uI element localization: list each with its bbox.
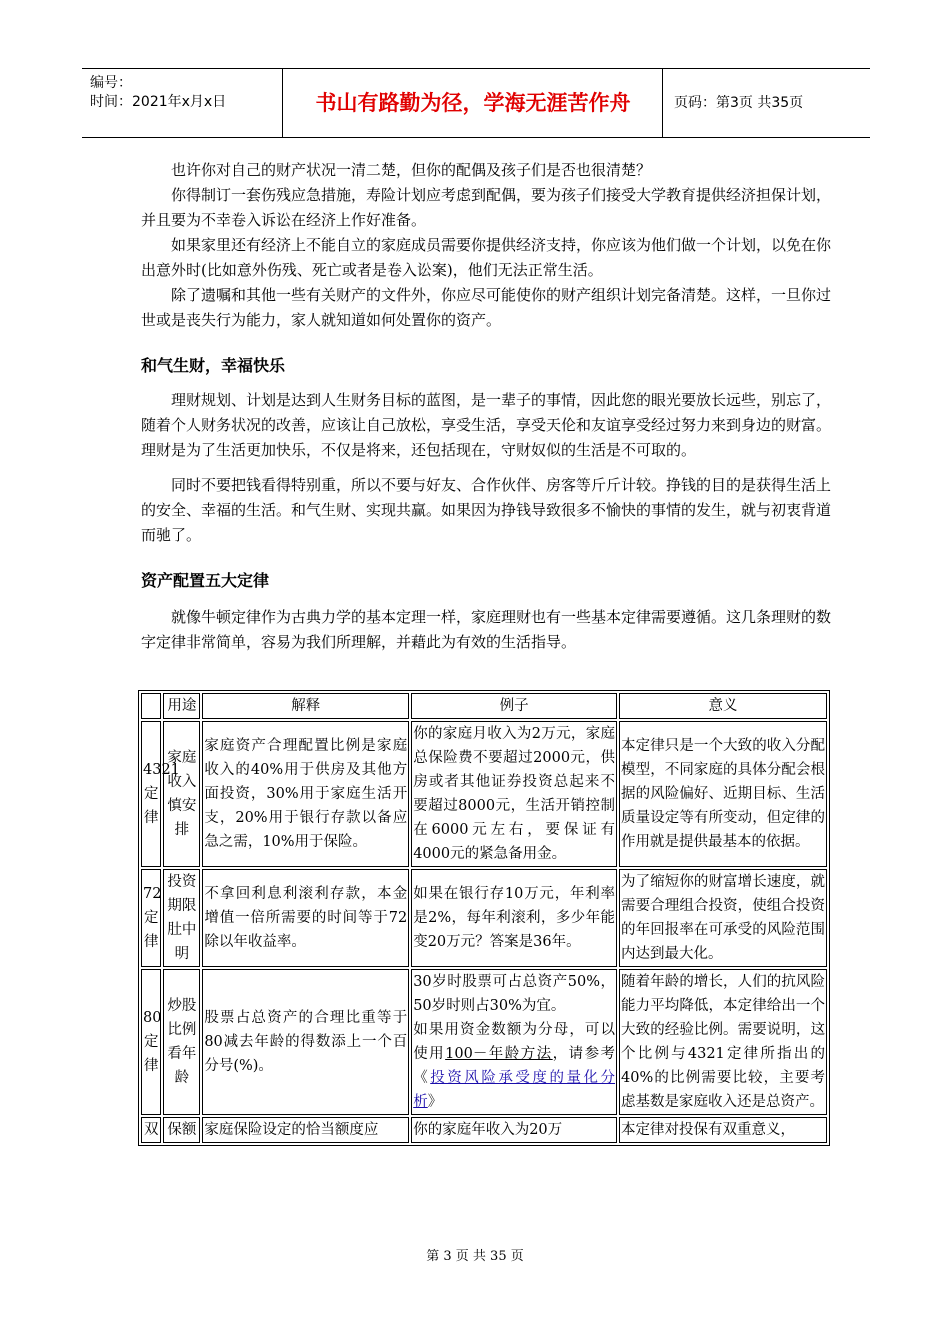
asset-allocation-laws-table [138,690,830,1146]
law-name-cell: 80定律 [141,969,161,1115]
paragraph: 也许你对自己的财产状况一清二楚，但你的配偶及孩子们是否也很清楚？ [171,161,652,179]
law-explanation-cell: 股票占总资产的合理比重等于80减去年龄的得数添上一个百分号(%)。 [202,969,409,1115]
law-meaning-cell: 本定律只是一个大致的收入分配模型，不同家庭的具体分配会根据的风险偏好、近期目标、生活质量设定等有所变动，但定律的作用就是提供最基本的依据。 [619,721,827,867]
paragraph: 理财规划、计划是达到人生财务目标的蓝图，是一辈子的事情，因此您的眼光要放长远些，别忘了，随着个人财务状况的改善，应该让自己放松，享受生活，享受天伦和友谊享受经过努力来到身边的财富。理财是为了生活更加快乐，不仅是将来，还包括现在，守财奴似的生活是不可取的。 [141,391,832,459]
table-header-cell [141,693,161,719]
law-explanation-cell: 家庭资产合理配置比例是家庭收入的40%用于供房及其他方面投资，30%用于家庭生活开支，20%用于银行存款以备应急之需，10%用于保险。 [202,721,409,867]
header-page-number: 页码：第3页 共35页 [674,95,804,111]
law-meaning-cell: 为了缩短你的财富增长速度，就需要合理组合投资，使组合投资的年回报率在可承受的风险范围内达到最大化。 [619,869,827,967]
document-date: 时间：2021年x月x日 [90,94,227,110]
law-meaning-cell: 本定律对投保有双重意义， [619,1117,827,1143]
example-text: 30岁时股票可占总资产50%，50岁时则占30%为宜。 [413,974,616,1014]
section-heading: 和气生财，幸福快乐 [141,356,286,375]
paragraph: 就像牛顿定律作为古典力学的基本定理一样，家庭理财也有一些基本定律需要遵循。这几条理财的数字定律非常简单，容易为我们所理解，并藉此为有效的生活指导。 [141,608,832,651]
header-meta [82,69,283,137]
page-footer: 第 3 页 共 35 页 [426,1249,524,1264]
law-explanation-cell: 不拿回利息利滚利存款，本金增值一倍所需要的时间等于72除以年收益率。 [202,869,409,967]
law-example-cell [411,969,617,1115]
table-header-cell: 用途 [163,693,200,719]
law-name-cell: 72定律 [141,869,161,967]
paragraph: 除了遗嘱和其他一些有关财产的文件外，你应尽可能使你的财产组织计划完备清楚。这样，一旦你过世或是丧失行为能力，家人就知道如何处置你的资产。 [141,286,832,329]
law-example-cell: 你的家庭年收入为20万 [411,1117,617,1143]
table-row [141,1117,827,1143]
reference-link[interactable]: 投资风险承受度的量化分析 [413,1070,616,1110]
section-heading: 资产配置五大定律 [141,571,270,590]
law-explanation-cell: 家庭保险设定的恰当额度应 [202,1117,409,1143]
table-header-cell: 解释 [202,693,409,719]
example-text: ，请参考《 [413,1046,616,1086]
table-header-cell: 意义 [619,693,827,719]
paragraph: 同时不要把钱看得特别重，所以不要与好友、合作伙伴、房客等斤斤计较。挣钱的目的是获得生活上的安全、幸福的生活。和气生财、实现共赢。如果因为挣钱导致很多不愉快的事情的发生，就与初衷背道而驰了。 [141,476,832,544]
table-row [141,869,827,967]
example-text: 如果用资金数额为分母，可以使用 [413,1022,616,1062]
law-example-cell: 如果在银行存10万元，年利率是2%，每年利滚利，多少年能变20万元？答案是36年。 [411,869,617,967]
example-text: 》 [427,1094,443,1110]
law-meaning-cell: 随着年龄的增长，人们的抗风险能力平均降低，本定律给出一个大致的经验比例。需要说明，这个比例与4321定律所指出的40%的比例需要比较，主要考虑基数是家庭收入还是总资产。 [619,969,827,1115]
law-use-cell: 炒股比例看年龄 [163,969,200,1115]
method-link[interactable]: 100－年龄方法 [445,1046,553,1062]
law-example-cell: 你的家庭月收入为2万元，家庭总保险费不要超过2000元，供房或者其他证券投资总起来不要超过8000元，生活开销控制在6000元左右，要保证有4000元的紧急备用金。 [411,721,617,867]
law-use-cell: 投资期限肚中明 [163,869,200,967]
table-header-row [141,693,827,719]
law-name-cell: 双 [141,1117,161,1143]
law-use-cell: 保额 [163,1117,200,1143]
document-body [141,158,831,655]
law-use-cell: 家庭收入慎安排 [163,721,200,867]
table-row [141,721,827,867]
law-name-cell: 4321定律 [141,721,161,867]
paragraph: 如果家里还有经济上不能自立的家庭成员需要你提供经济支持，你应该为他们做一个计划，以免在你出意外时(比如意外伤残、死亡或者是卷入讼案)，他们无法正常生活。 [141,236,832,279]
paragraph: 你得制订一套伤残应急措施，寿险计划应考虑到配偶，要为孩子们接受大学教育提供经济担保计划，并且要为不幸卷入诉讼在经济上作好准备。 [141,186,832,229]
table-header-cell: 例子 [411,693,617,719]
document-number-label: 编号： [90,75,132,91]
table-row [141,969,827,1115]
header-motto: 书山有路勤为径，学海无涯苦作舟 [284,69,663,137]
page-header [82,68,870,138]
